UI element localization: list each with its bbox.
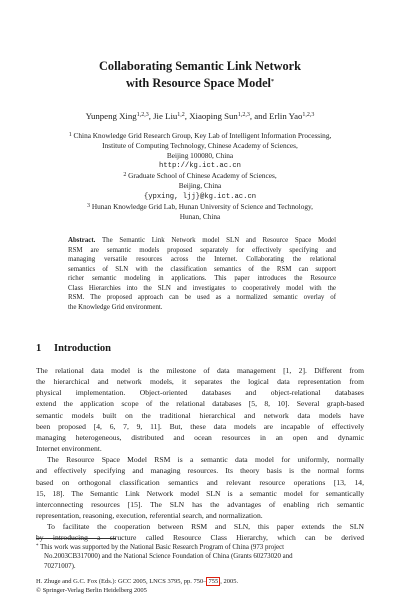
- affiliation-text: Graduate School of Chinese Academy of Sciences,: [128, 171, 277, 181]
- footnote-divider: [36, 538, 116, 539]
- abstract-line-text: The Semantic Link Network model SLN and Resource Space Model: [95, 237, 336, 244]
- footnote-mark: *: [36, 544, 39, 549]
- paper-title: [0, 58, 400, 92]
- affiliation-1-line-1: [0, 131, 400, 141]
- body-line: The relational data model is the milestone of data management [1, 2]. Different from: [36, 366, 364, 375]
- section-title: Introduction: [54, 343, 111, 354]
- body-line: and effectively specifying and managing resources. Its theory basis is the normal forms: [36, 466, 364, 476]
- abstract-line: semantics of SLN with the classification semantics of the RSM can support: [68, 265, 336, 273]
- footnote-line-1: [36, 543, 364, 552]
- title-line-2-text: with Resource Space Model: [126, 76, 271, 90]
- citation-prefix: H. Zhuge and G.C. Fox (Eds.): GCC 2005, LNCS 3795, pp. 750–: [36, 578, 207, 585]
- author-list: [0, 110, 400, 122]
- affiliation-text: Hunan Knowledge Grid Lab, Hunan University of Science and Technology,: [91, 201, 313, 211]
- author-name: Jie Liu: [153, 111, 178, 121]
- author-separator: ,: [148, 111, 154, 121]
- body-line: Internet environment.: [36, 444, 102, 454]
- footnote-line-3: 70271007).: [44, 562, 76, 570]
- title-line-2: [0, 75, 400, 92]
- body-line: semantic models built on the traditional hierarchical and network data models have: [36, 410, 364, 420]
- affiliation-email-link[interactable]: {ypxing, ljj}@kg.ict.ac.cn: [143, 192, 257, 201]
- author-affil-mark: 1,2,3: [237, 112, 250, 118]
- author-separator: , and: [249, 111, 270, 121]
- section-number: 1: [36, 343, 42, 354]
- affiliations: [0, 131, 400, 222]
- abstract-label: Abstract.: [68, 237, 96, 244]
- abstract-line: [68, 236, 336, 246]
- affiliation-3-line-2: Hunan, China: [179, 211, 221, 221]
- affiliation-1-line-3: Beijing 100080, China: [166, 151, 234, 161]
- body-line: the hierarchical and network models, it separates the logical data representation from: [36, 377, 364, 387]
- title-line-1: Collaborating Semantic Link Network: [99, 59, 301, 73]
- author-separator: ,: [184, 111, 190, 121]
- affiliation-2-line-2: Beijing, China: [178, 181, 222, 191]
- section-heading: [36, 342, 111, 355]
- affiliation-2-line-1: [0, 171, 400, 181]
- copyright-line: © Springer-Verlag Berlin Heidelberg 2005: [36, 586, 147, 594]
- affiliation-mark: 3: [86, 202, 90, 209]
- body-line: managing heterogeneous, distributed and ocean resources in an open and dynamic: [36, 432, 364, 442]
- affiliation-mark: 2: [123, 172, 127, 179]
- body-line: based on orthogonal classification semantics and relevant resource operations [13, 14,: [36, 477, 364, 487]
- author-affil-mark: 1,2,3: [136, 112, 149, 118]
- affiliation-mark: 1: [68, 132, 72, 138]
- abstract: [68, 236, 336, 312]
- body-line: 15, 18]. The Semantic Link Network model SLN is a semantic model for semantically: [36, 488, 364, 498]
- footnote-line-2: No.2003CB317000) and the National Science Foundation of China (Grants 60273020 and: [44, 553, 293, 561]
- affiliation-1-line-2: Institute of Computing Technology, Chinese Academy of Sciences,: [102, 141, 298, 151]
- body-line: been proposed [4, 6, 7, 9, 11]. But, these data models are incapable of effectively: [36, 421, 364, 431]
- citation-suffix: , 2005.: [220, 578, 239, 585]
- citation-line-1: [36, 578, 364, 587]
- citation-footer: [36, 578, 364, 595]
- body-line: representation, reasoning, execution, referential search, and normalization.: [36, 511, 263, 521]
- body-line: The Resource Space Model RSM is a semantic data model for uniformly, normally: [47, 455, 364, 465]
- footnote-text: This work was supported by the National Basic Research Program of China (973 project: [38, 544, 285, 551]
- author-name: Xiaoping Sun: [189, 111, 238, 121]
- abstract-line: RSM. The proposed approach can be used as a normalized semantic overlay of: [68, 294, 336, 301]
- author-name: Erlin Yao: [269, 111, 303, 121]
- footnote: [36, 543, 364, 571]
- abstract-line: RSM are semantic models proposed separately for effectively specifying and: [68, 246, 336, 254]
- affiliation-url-link[interactable]: http://kg.ict.ac.cn: [159, 162, 241, 171]
- body-line: To facilitate the cooperation between RSM and SLN, this paper extends the SLN: [47, 522, 364, 532]
- title-footnote-mark: *: [270, 79, 274, 85]
- body-line: interconnecting resources [15]. The SLN has the advantages of enabling rich semantic: [36, 499, 364, 509]
- author-affil-mark: 1,2,3: [302, 112, 315, 118]
- affiliation-3-line-1: [0, 202, 400, 212]
- abstract-line: the Knowledge Grid environment.: [68, 303, 163, 311]
- page-end-link[interactable]: 755: [208, 578, 219, 585]
- author-affil-mark: 1,2: [177, 112, 185, 118]
- abstract-line: managing versatile resources across the Internet. Collaborating the relational: [68, 256, 336, 263]
- abstract-line: Class Hierarchies into the SLN and investigates to cooperatively model with the: [68, 284, 336, 292]
- body-line: physical implementation. Object-oriented databases and object-relational databases: [36, 388, 364, 398]
- affiliation-text: China Knowledge Grid Research Group, Key Lab of Intelligent Information Processing,: [73, 131, 332, 140]
- body-line: extend the application scope of the relational databases [5, 8, 10]. Several graph-based: [36, 399, 364, 409]
- author-name: Yunpeng Xing: [85, 111, 137, 121]
- body-text: [36, 365, 364, 544]
- abstract-line: richer semantic modeling in applications. This paper introduces the Resource: [68, 275, 336, 282]
- body-line: by introducing a structure called Resource Class Hierarchy, which can be derived: [36, 533, 364, 543]
